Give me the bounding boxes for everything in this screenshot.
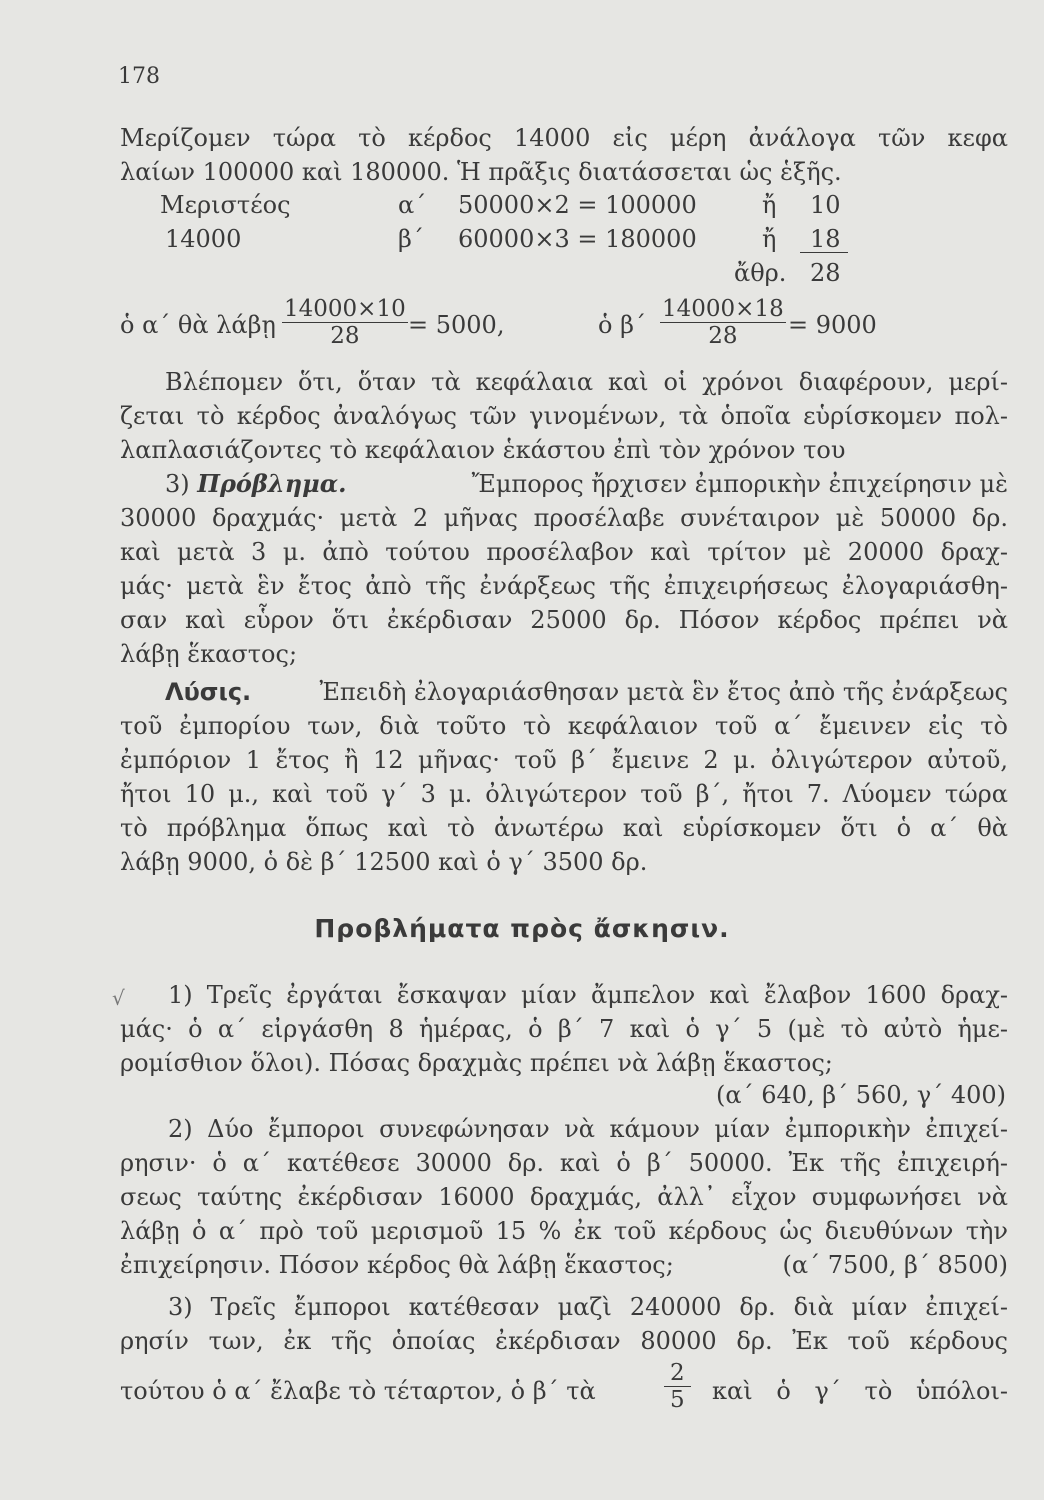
- solution-title: Λύσις.: [165, 678, 252, 706]
- division-row-val: 10: [810, 191, 841, 219]
- share-a-prefix: ὁ α΄ θὰ λάβῃ: [120, 311, 276, 339]
- remark-line-2: ζεται τὸ κέρδος ἀναλόγως τῶν γινομένων, τὰ ὁποῖα εὑρίσκομεν πολ-: [120, 402, 1008, 430]
- share-a-fraction: [282, 296, 408, 349]
- problem-first-text: Ἔμπορος ἤρχισεν ἐμπορικὴν ἐπιχείρησιν μὲ: [471, 470, 1008, 498]
- fraction-denominator: 28: [708, 323, 738, 349]
- exercise-1-line: 1) Τρεῖς ἐργάται ἔσκαψαν μίαν ἄμπελον καὶ ἔλαβον 1600 δραχ-: [168, 981, 1008, 1009]
- exercise-2-line: λάβῃ ὁ α΄ πρὸ τοῦ μερισμοῦ 15 % ἐκ τοῦ κέρδους ὡς διευθύνων τὴν: [120, 1217, 1008, 1245]
- fraction-denominator: 28: [330, 323, 360, 349]
- solution-line: λάβῃ 9000, ὁ δὲ β΄ 12500 καὶ ὁ γ΄ 3500 δρ.: [120, 848, 648, 876]
- problem-title: Πρόβλημα.: [197, 469, 347, 498]
- sum-rule: [800, 252, 848, 253]
- fraction-numerator: 2: [664, 1360, 691, 1387]
- exercise-1-line: μάς· ὁ α΄ εἰργάσθη 8 ἡμέρας, ὁ β΄ 7 καὶ ὁ γ΄ 5 (μὲ τὸ αὐτὸ ἡμε-: [120, 1015, 1008, 1043]
- remark-line-1: Βλέπομεν ὅτι, ὅταν τὰ κεφάλαια καὶ οἱ χρόνοι διαφέρουν, μερί-: [165, 368, 1008, 396]
- division-label-2: 14000: [165, 225, 242, 253]
- share-b-result: = 9000: [788, 311, 877, 339]
- division-label-1: Μεριστέος: [160, 191, 291, 219]
- problem-3-line: λάβῃ ἕκαστος;: [120, 640, 298, 668]
- exercise-3-line: ρησίν των, ἐκ τῆς ὁποίας ἐκέρδισαν 80000 δρ. Ἐκ τοῦ κέρδους: [120, 1327, 1008, 1355]
- intro-line-2: λαίων 100000 καὶ 180000. Ἡ πρᾶξις διατάσσεται ὡς ἑξῆς.: [120, 158, 842, 186]
- division-row-or: ἤ: [762, 191, 777, 219]
- division-row-val: 18: [810, 225, 841, 253]
- intro-line-1: Μερίζομεν τώρα τὸ κέρδος 14000 εἰς μέρη ἀνάλογα τῶν κεφα: [120, 124, 1008, 152]
- exercise-1-line: ρομίσθιον ὅλοι). Πόσας δραχμὰς πρέπει νὰ λάβῃ ἕκαστος;: [120, 1049, 833, 1077]
- exercise-2-last-text: ἐπιχείρησιν. Πόσον κέρδος θὰ λάβῃ ἕκαστος;: [120, 1251, 674, 1279]
- division-row-expr: 60000×3 = 180000: [458, 225, 697, 253]
- exercises-heading: Προβλήματα πρὸς ἄσκησιν.: [314, 914, 730, 943]
- exercise-3-last-before: τούτου ὁ α΄ ἔλαβε τὸ τέταρτον, ὁ β΄ τὰ: [120, 1377, 596, 1405]
- fraction-numerator: 14000×10: [284, 296, 406, 322]
- share-b-fraction: [660, 296, 786, 349]
- division-row-expr: 50000×2 = 100000: [458, 191, 697, 219]
- problem-3-line: μάς· μετὰ ἓν ἔτος ἀπὸ τῆς ἐνάρξεως τῆς ἐπιχειρήσεως ἐλογαριάσθη-: [120, 572, 1008, 600]
- exercise-3-fraction: [664, 1360, 691, 1413]
- exercise-2-last-line: [120, 1250, 1008, 1280]
- division-row-mark: β΄: [398, 225, 424, 253]
- division-row-mark: α΄: [398, 191, 427, 219]
- share-a-result: = 5000,: [408, 311, 505, 339]
- exercise-1-answer: (α΄ 640, β΄ 560, γ΄ 400): [716, 1081, 1006, 1109]
- remark-line-3: λαπλασιάζοντες τὸ κεφάλαιον ἑκάστου ἐπὶ τὸν χρόνον του: [120, 436, 846, 464]
- total-label: ἄθρ.: [734, 259, 787, 287]
- exercise-2-line: ρησιν· ὁ α΄ κατέθεσε 30000 δρ. καὶ ὁ β΄ 50000. Ἐκ τῆς ἐπιχειρή-: [120, 1149, 1008, 1177]
- total-value: 28: [810, 259, 841, 287]
- check-mark-icon: √: [112, 986, 125, 1010]
- exercise-2-answer: (α΄ 7500, β΄ 8500): [782, 1251, 1008, 1279]
- solution-line: τὸ πρόβλημα ὅπως καὶ τὸ ἀνωτέρω καὶ εὑρίσκομεν ὅτι ὁ α΄ θὰ: [120, 814, 1008, 842]
- solution-line: ἐμπόριον 1 ἔτος ἢ 12 μῆνας· τοῦ β΄ ἔμεινε 2 μ. ὀλιγώτερον αὐτοῦ,: [120, 746, 1008, 774]
- division-row-or: ἤ: [762, 225, 777, 253]
- solution-first-line: [165, 677, 1008, 707]
- fraction-numerator: 14000×18: [662, 296, 784, 322]
- problem-number: 3): [165, 470, 190, 498]
- problem-3-first-line: [165, 469, 1008, 499]
- solution-line: τοῦ ἐμπορίου των, διὰ τοῦτο τὸ κεφάλαιον τοῦ α΄ ἔμεινεν εἰς τὸ: [120, 712, 1008, 740]
- problem-3-line: 30000 δραχμάς· μετὰ 2 μῆνας προσέλαβε συνέταιρον μὲ 50000 δρ.: [120, 504, 1008, 532]
- solution-first-text: Ἐπειδὴ ἐλογαριάσθησαν μετὰ ἓν ἔτος ἀπὸ τῆς ἐνάρξεως: [319, 678, 1008, 706]
- problem-3-line: σαν καὶ εὗρον ὅτι ἐκέρδισαν 25000 δρ. Πόσον κέρδος πρέπει νὰ: [120, 606, 1008, 634]
- fraction-denominator: 5: [670, 1387, 685, 1413]
- exercise-2-line: 2) Δύο ἔμποροι συνεφώνησαν νὰ κάμουν μίαν ἐμπορικὴν ἐπιχεί-: [168, 1115, 1008, 1143]
- problem-3-line: καὶ μετὰ 3 μ. ἀπὸ τούτου προσέλαβον καὶ τρίτον μὲ 20000 δραχ-: [120, 538, 1008, 566]
- exercise-2-line: σεως ταύτης ἐκέρδισαν 16000 δραχμάς, ἀλλ᾽ εἶχον συμφωνήσει νὰ: [120, 1183, 1008, 1211]
- exercise-3-line: 3) Τρεῖς ἔμποροι κατέθεσαν μαζὶ 240000 δρ. διὰ μίαν ἐπιχεί-: [168, 1293, 1008, 1321]
- exercise-3-last-after: καὶ ὁ γ΄ τὸ ὑπόλοι-: [712, 1377, 1008, 1405]
- share-b-prefix: ὁ β΄: [598, 311, 646, 339]
- solution-line: ἤτοι 10 μ., καὶ τοῦ γ΄ 3 μ. ὀλιγώτερον τοῦ β΄, ἤτοι 7. Λύομεν τώρα: [120, 780, 1008, 808]
- page-number: 178: [118, 64, 160, 89]
